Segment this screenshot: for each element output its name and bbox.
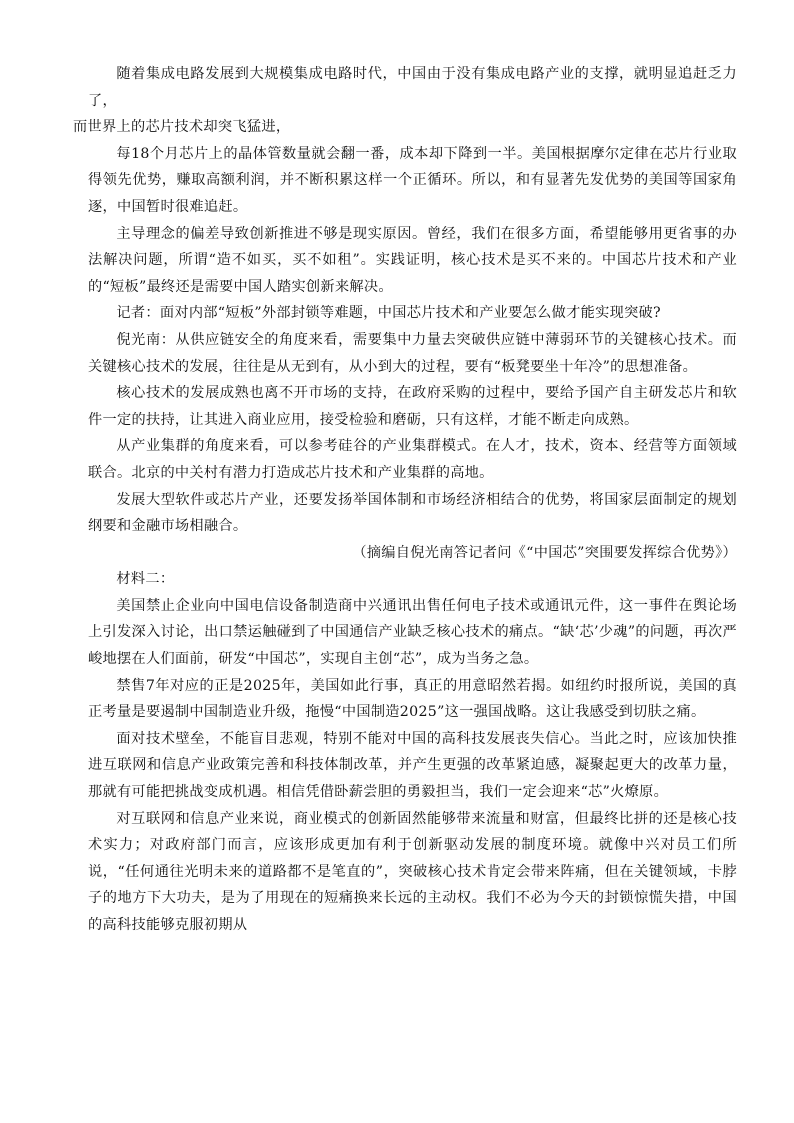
paragraph-8: 从产业集群的角度来看，可以参考硅谷的产业集群模式。在人才，技术，资本、经营等方面领域联合。北京的中关村有潜力打造成芯片技术和产业集群的高地。 (88, 438, 737, 481)
material-2-paragraph-1: 美国禁止企业向中国电信设备制造商中兴通讯出售任何电子技术或通讯元件，这一事件在舆论场上引发深入讨论，出口禁运触碰到了中国通信产业缺乏核心技术的痛点。“缺‘芯’少魂”的问题，再次严峻地摆在人们面前，研发“中国芯”，实现自主创“芯”，成为当务之急。 (88, 597, 737, 668)
paragraph-1: 随着集成电路发展到大规模集成电路时代，中国由于没有集成电路产业的支撑，就明显追赶乏力了， (88, 66, 737, 109)
paragraph-2: 而世界上的芯片技术却突飞猛进， (73, 119, 291, 136)
material-2-paragraph-2: 禁售7年对应的正是2025年，美国如此行事，真正的用意昭然若揭。如纽约时报所说，美国的真正考量是要遏制中国制造业升级，拖慢“中国制造2025”这一强国战略。这让我感受到切肤之痛。 (88, 677, 737, 721)
material-2-paragraph-3: 面对技术壁垒，不能盲目悲观，特别不能对中国的高科技发展丧失信心。当此之时，应该加快推进互联网和信息产业政策完善和科技体制改革，并产生更强的改革紧迫感，凝聚起更大的改革力量，那就有可能把挑战变成机遇。相信凭借卧薪尝胆的勇毅担当，我们一定会迎来“芯”火燎原。 (88, 730, 737, 801)
paragraph-7: 核心技术的发展成熟也离不开市场的支持，在政府采购的过程中，要给予国产自主研发芯片和软件一定的扶持，让其进入商业应用，接受检验和磨砺，只有这样，才能不断走向成熟。 (88, 385, 737, 428)
material-2-paragraph-4: 对互联网和信息产业来说，商业模式的创新固然能够带来流量和财富，但最终比拼的还是核心技术实力；对政府部门而言，应该形成更加有利于创新驱动发展的制度环境。就像中兴对员工们所说，“任何通往光明未来的道路都不是笔直的”，突破核心技术肯定会带来阵痛，但在关键领域，卡脖子的地方下大功夫，是为了用现在的短痛换来长远的主动权。我们不必为今天的封锁惊慌失措，中国的高科技能够克服初期从 (88, 810, 737, 933)
paragraph-3: 每18个月芯片上的晶体管数量就会翻一番，成本却下降到一半。美国根据摩尔定律在芯片行业取得领先优势，赚取高额利润，并不断积累这样一个正循环。所以，和有显著先发优势的美国等国家角逐，中国暂时很难追赶。 (88, 145, 737, 215)
material-2-label: 材料二： (116, 571, 175, 588)
source-citation: （摘编自倪光南答记者问《“中国芯”突围要发挥综合优势》） (352, 544, 737, 561)
paragraph-9: 发展大型软件或芯片产业，还要发扬举国体制和市场经济相结合的优势，将国家层面制定的规划纲要和金融市场相融合。 (88, 491, 737, 535)
paragraph-6-answer: 倪光南：从供应链安全的角度来看，需要集中力量去突破供应链中薄弱环节的关键核心技术。而关键核心技术的发展，往往是从无到有，从小到大的过程，要有“板凳要坐十年冷”的思想准备。 (88, 331, 737, 375)
paragraph-5-reporter-question: 记者：面对内部“短板”外部封锁等难题，中国芯片技术和产业要怎么做才能实现突破? (116, 305, 661, 322)
paragraph-4: 主导理念的偏差导致创新推进不够是现实原因。曾经，我们在很多方面，希望能够用更省事的办法解决问题，所谓“造不如买，买不如租”。实践证明，核心技术是买不来的。中国芯片技术和产业的“短板”最终还是需要中国人踏实创新来解决。 (88, 225, 737, 295)
